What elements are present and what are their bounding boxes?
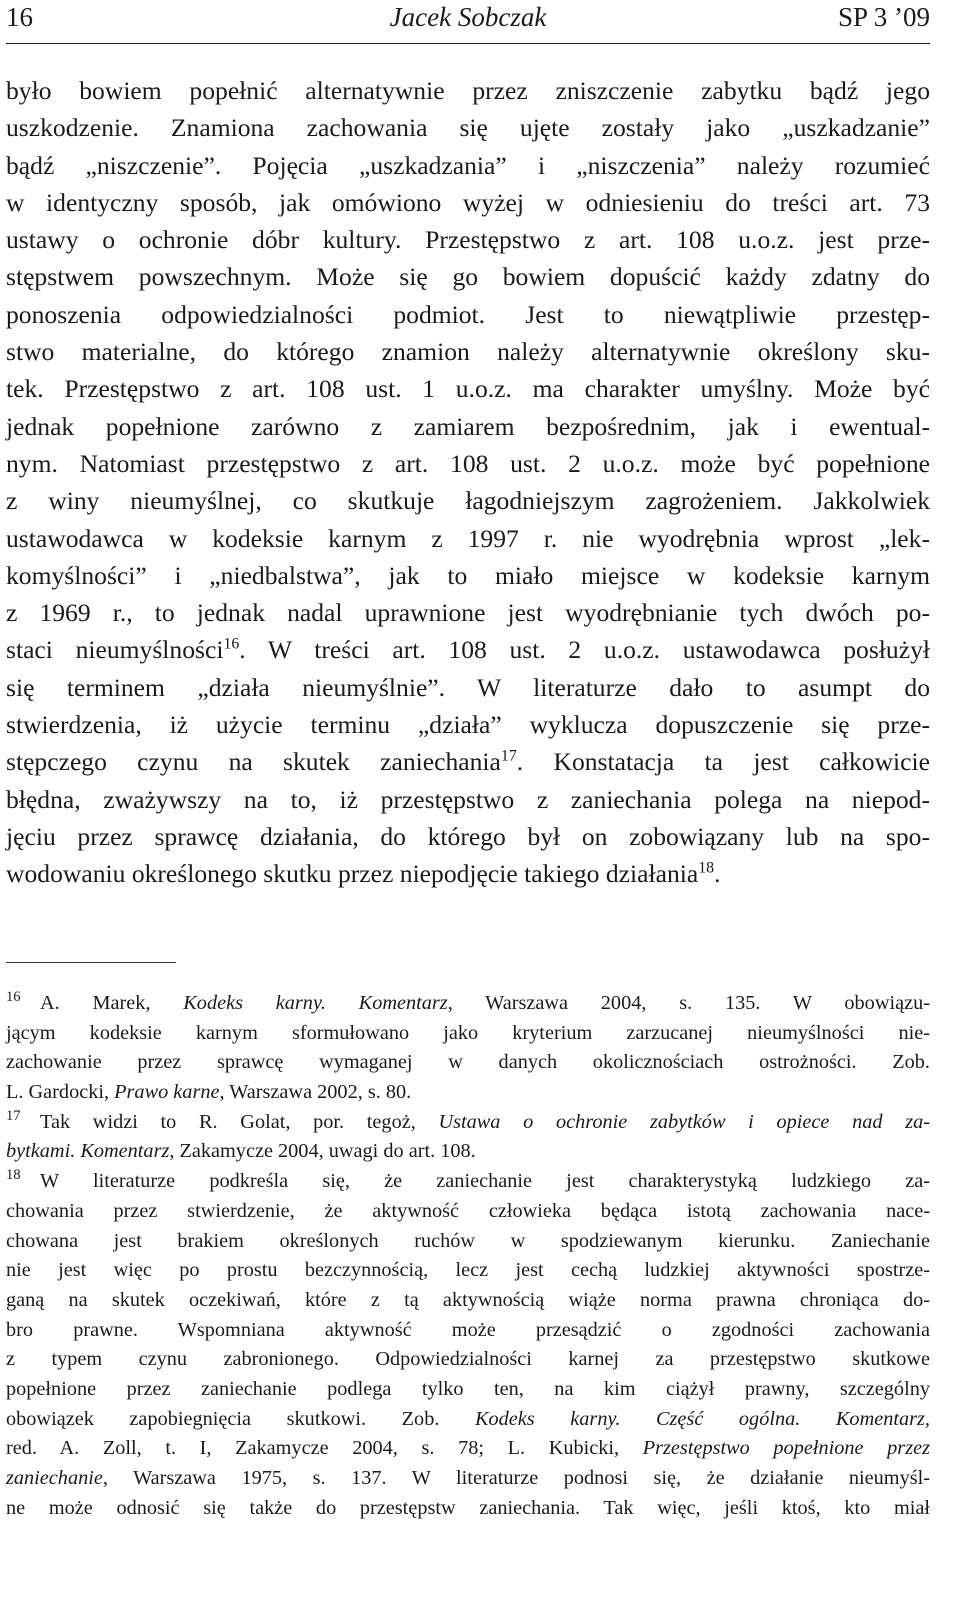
body-line	[6, 631, 930, 668]
text-run: komyślności” i „niedbalstwa”, jak to miało miejsce w kodeksie karnym	[6, 560, 930, 590]
text-run: było bowiem popełnić alternatywnie przez zniszczenie zabytku bądź jego	[6, 76, 930, 105]
text-run: , Warszawa 2002, s. 80.	[219, 1081, 412, 1104]
text-run: z winy nieumyślnej, co skutkuje łagodniejszym zagrożeniem. Jakkolwiek	[6, 486, 930, 516]
italic-text: zaniechanie	[6, 1467, 103, 1489]
footnote-line	[6, 1256, 930, 1286]
body-line	[6, 72, 930, 109]
journal-issue: SP 3 ’09	[837, 2, 930, 32]
footnote-line	[6, 1197, 930, 1227]
text-run: stwierdzenia, iż użycie terminu „działa” wyklucza dopuszczenie się prze-	[6, 710, 930, 740]
text-run: ustawy o ochronie dóbr kultury. Przestępstwo z art. 108 u.o.z. jest prze-	[6, 225, 930, 255]
text-run: tek. Przestępstwo z art. 108 ust. 1 u.o.z. ma charakter umyślny. Może być	[6, 374, 930, 404]
text-run: staci nieumyślności	[6, 635, 224, 665]
body-line	[6, 520, 930, 557]
footnote-line	[6, 1108, 930, 1138]
body-text	[6, 72, 930, 893]
footnote-line	[6, 1494, 930, 1524]
text-run: popełnione przez zaniechanie podlega tylko ten, na kim ciążył prawny, szczególny	[6, 1377, 930, 1400]
footnote-number	[6, 1167, 40, 1197]
text-run: z 1969 r., to jednak nadal uprawnione jest wyodrębnianie tych dwóch po-	[6, 598, 930, 628]
footnote-line	[6, 1464, 930, 1494]
text-run: chowana jest brakiem określonych ruchów w spodziewanym kierunku. Zaniechanie	[6, 1229, 930, 1252]
body-line	[6, 147, 930, 184]
body-line	[6, 855, 930, 892]
running-author: Jacek Sobczak	[389, 2, 547, 32]
text-run: w identyczny sposób, jak omówiono wyżej w odniesieniu do treści art. 73	[6, 187, 930, 217]
footnote-separator	[6, 962, 176, 963]
footnote-line	[6, 1286, 930, 1316]
body-line	[6, 109, 930, 146]
italic-text: Kodeks karny. Część ogólna. Komentarz	[475, 1407, 925, 1430]
body-line	[6, 706, 930, 743]
italic-text: Ustawa o ochronie zabytków i opiece nad za-	[438, 1110, 930, 1133]
footnotes	[6, 989, 930, 1523]
footnote-line	[6, 1167, 930, 1197]
italic-text: Przestępstwo popełnione przez	[642, 1437, 930, 1460]
text-run: .	[714, 859, 721, 889]
footnote-line	[6, 989, 930, 1019]
text-run: ustawodawca w kodeksie karnym z 1997 r. nie wyodrębnia wprost „lek-	[6, 523, 930, 553]
footnote-line	[6, 1316, 930, 1346]
text-run: . W treści art. 108 ust. 2 u.o.z. ustawodawca posłużył	[239, 635, 930, 665]
body-line	[6, 594, 930, 631]
footnote-line	[6, 1405, 930, 1435]
text-run: bro prawne. Wspomniana aktywność może przesądzić o zgodności zachowania	[6, 1318, 930, 1341]
footnote-number-text: 18	[6, 1167, 21, 1184]
body-line	[6, 408, 930, 445]
text-run: , Warszawa 1975, s. 137. W literaturze podnosi się, że działanie nieumyśl-	[102, 1467, 930, 1489]
text-run: W literaturze podkreśla się, że zaniechanie jest charakterystyką ludzkiego za-	[40, 1170, 930, 1193]
text-run: red. A. Zoll, t. I, Zakamycze 2004, s. 78; L. Kubicki,	[6, 1437, 643, 1460]
body-line	[6, 296, 930, 333]
footnote-line	[6, 1019, 930, 1049]
text-run: stępczego czynu na skutek zaniechania	[6, 747, 501, 777]
header-rule	[6, 43, 930, 44]
text-run: ,	[924, 1407, 930, 1430]
page-number: 16	[6, 2, 33, 32]
text-run: ganą na skutek oczekiwań, które z tą aktywnością wiąże norma prawna chroniąca do-	[6, 1288, 930, 1311]
footnote-line	[6, 1137, 930, 1167]
footnote-number	[6, 989, 40, 1019]
text-run: z typem czynu zabronionego. Odpowiedzialności karnej za przestępstwo skutkowe	[6, 1348, 930, 1371]
body-line	[6, 370, 930, 407]
text-run: błędna, zważywszy na to, iż przestępstwo z zaniechania polega na niepod-	[6, 784, 930, 814]
footnote-line	[6, 1048, 930, 1078]
footnote-line	[6, 1434, 930, 1464]
text-run: nym. Natomiast przestępstwo z art. 108 ust. 2 u.o.z. może być popełnione	[6, 448, 930, 478]
body-line	[6, 781, 930, 818]
footnote-number	[6, 1108, 40, 1138]
footnote-ref: 18	[698, 859, 715, 877]
footnote-line	[6, 1375, 930, 1405]
italic-text: bytkami. Komentarz	[6, 1140, 170, 1163]
body-line	[6, 221, 930, 258]
text-run: chowania przez stwierdzenie, że aktywność człowieka będąca istotą zachowania nace-	[6, 1199, 930, 1222]
text-run: obowiązek zapobiegnięcia skutkowi. Zob.	[6, 1407, 475, 1430]
body-line	[6, 482, 930, 519]
text-run: Tak widzi to R. Golat, por. tegoż,	[40, 1110, 439, 1133]
footnote-line	[6, 1345, 930, 1375]
italic-text: Prawo karne	[114, 1081, 220, 1104]
text-run: L. Gardocki,	[6, 1081, 115, 1104]
body-line	[6, 818, 930, 855]
text-run: , Warszawa 2004, s. 135. W obowiązu-	[447, 992, 931, 1014]
text-run: ponoszenia odpowiedzialności podmiot. Jest to niewątpliwie przestęp-	[6, 299, 930, 329]
text-run: bądź „niszczenie”. Pojęcia „uszkadzania” i „niszczenia” należy rozumieć	[6, 150, 930, 180]
text-run: . Konstatacja ta jest całkowicie	[516, 747, 930, 777]
body-line	[6, 333, 930, 370]
body-line	[6, 258, 930, 295]
body-line	[6, 445, 930, 482]
footnote-line	[6, 1078, 930, 1108]
body-line	[6, 669, 930, 706]
text-run: jęciu przez sprawcę działania, do którego był on zobowiązany lub na spo-	[6, 821, 930, 851]
text-run: nie jest więc po prostu bezczynnością, lecz jest cechą ludzkiej aktywności spostrze-	[6, 1259, 930, 1282]
running-header	[6, 2, 930, 42]
text-run: zachowanie przez sprawcę wymaganej w danych okolicznościach ostrożności. Zob.	[6, 1051, 930, 1074]
text-run: się terminem „działa nieumyślnie”. W literaturze dało to asumpt do	[6, 672, 930, 702]
text-run: ne może odnosić się także do przestępstw zaniechania. Tak więc, jeśli ktoś, kto miał	[6, 1496, 930, 1519]
text-run: stępstwem powszechnym. Może się go bowiem dopuścić każdy zdatny do	[6, 262, 930, 292]
italic-text: Kodeks karny. Komentarz	[183, 992, 448, 1014]
footnote-line	[6, 1227, 930, 1257]
body-line	[6, 743, 930, 780]
text-run: stwo materialne, do którego znamion należy alternatywnie określony sku-	[6, 337, 930, 367]
footnote-ref: 17	[500, 747, 517, 765]
text-run: , Zakamycze 2004, uwagi do art. 108.	[169, 1140, 476, 1163]
footnote-ref: 16	[223, 635, 240, 653]
text-run: uszkodzenie. Znamiona zachowania się ujęte zostały jako „uszkadzanie”	[6, 113, 930, 143]
footnote-number-text: 17	[6, 1107, 21, 1124]
text-run: A. Marek,	[40, 992, 184, 1014]
text-run: wodowaniu określonego skutku przez niepodjęcie takiego działania	[6, 859, 699, 889]
text-run: jącym kodeksie karnym sformułowano jako kryterium zarzucanej nieumyślności nie-	[6, 1021, 930, 1044]
text-run: jednak popełnione zarówno z zamiarem bezpośrednim, jak i ewentual-	[6, 411, 930, 441]
footnote-number-text: 16	[6, 989, 21, 1006]
body-line	[6, 184, 930, 221]
body-line	[6, 557, 930, 594]
